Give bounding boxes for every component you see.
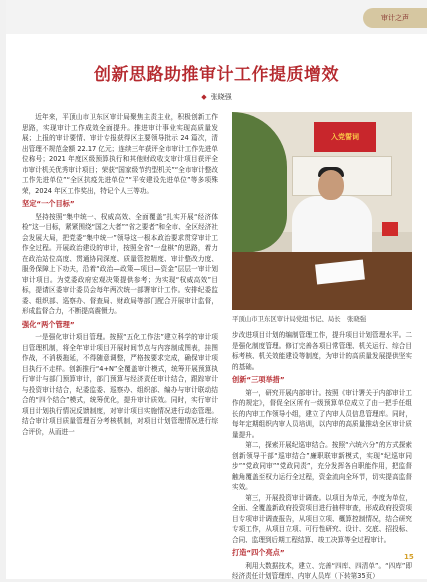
diamond-icon: ◆	[201, 93, 207, 101]
banner-text: 入党誓词	[331, 133, 359, 141]
section-heading: 创新“三项举措”	[232, 375, 285, 384]
body-paragraph: 第一，研究开展内部审计。按照《审计署关于内部审计工作的规定》，督促全区所有一级预算单位成立了由一把手任组长的内审工作领导小组，建立了内审人员信息管理库。同时，每年定期组织内审人员培训，以内审的高质量推动全区审计质量提升。	[232, 388, 412, 439]
page-number: 15	[404, 553, 414, 561]
section-heading: 强化“两个管理”	[22, 319, 75, 329]
party-banner	[314, 122, 376, 152]
body-paragraph: 一是强化审计项目管理。按照“五化工作法”建立科学的审计项目管理机制，将全年审计项目开展时间节点与内容制成图表，挂图作战，不消极拖延，不得随意调整，严格按要求完成，确保审计项目执行不走样。创新推行“4+N”全覆盖审计模式，统筹开展预算执行审计与部门预算审计，部门预算与经济责任审计结合，跟踪审计与投资审计结合，纪委监委、巡察办、组织部、编办与审计联动结合的“四个结合”模式，统筹优化，提升审计质效。同时，实行审计项目计划执行情况反馈制度，对审计项目实施情况进行动态管理。结合审计项目质量管理百分考核机制，对项目计划管理情况进行综合评价，从而进一	[22, 333, 218, 436]
article-title: 创新思路助推审计工作提质增效	[94, 65, 339, 85]
intro-paragraph: 近年来，平顶山市卫东区审计局聚焦主责主业，积极创新工作思路，实现审计工作成效全面提升。推进审计事业实现高质量发展；上报的审计要情、审计专报获得区主要领导批示 24 篇次，清出管理不规范金额 22.17 亿元；连续三年获评全市审计工作先进单位称号；2021 年度区级预算执行和其他财政收支审计项目获评全市审计机关优秀审计项目；荣获“国家级节约型机关”“全市审计整改工作先进单位”“全区抗疫先进单位”“平安建设先进单位”等多项殊荣，2024 年区工作奖出，特记个人三等功。	[22, 113, 218, 195]
page-header	[6, 0, 427, 34]
magazine-page	[6, 0, 427, 579]
left-column	[22, 112, 218, 437]
body-paragraph: 第二，探索开展纪巡审结合。按照“六统六分”的方式探索创新领导干部“巡审结合”廉职联审新模式，实现“纪巡审同步”“党政同审”“党政同责”，充分发挥各自职能作用，把监督触角覆盖至权力运行全过程，资金流向全环节，切实提高监督实效。	[232, 441, 412, 491]
photo-caption: 平顶山市卫东区审计局党组书记、局长 张晓强	[232, 315, 367, 323]
body-paragraph: 利用大数据技术，建立、完善“四库、四清单”。“四库”即经济责任计划管理库、内审人员库（下转第35页）	[232, 561, 412, 580]
author-name: 张晓强	[210, 93, 232, 101]
right-column	[232, 330, 412, 582]
author-line	[6, 92, 427, 102]
author-photo	[232, 112, 412, 310]
flag-icon	[382, 222, 398, 236]
section-heading: 打造“四个亮点”	[232, 548, 285, 557]
section-tab: 审计之声	[363, 8, 427, 28]
body-paragraph: 步改进项目计划的编制管理工作，提升项目计划管理水平。二是强化制度管理。修订完善各项日常管理、机关运行、综合目标考核、机关效能建设等制度，为审计的高质量发展提供坚实的基础。	[232, 331, 412, 371]
section-heading: 坚定“一个目标”	[22, 199, 75, 208]
body-paragraph: 第三，开展投资审计调查。以项目为单元，李度为单位，全面、全覆盖新政府投资项目进行抽样审查，形成政府投资项目专项审计调查报告，从项目立项、概算控制情况，结合研究专项工作，从项目立项、可行性研究、设计、交底、招投标、合同、监理到后期工程结算、竣工决算等全过程审计。	[232, 493, 412, 544]
person-head	[318, 170, 344, 200]
body-paragraph: 坚持按照“集中统一、权威高效、全面覆盖”扎实开展“经济体检”这一目标，紧紧围绕“国之大者”“省之要者”和全市、全区经济社会发展大局，把党委“集中统一”领导这一根本政治要求贯穿审计工作全过程。开展政治建设的审计，按照全省“一盘棋”的思路，着力在政治站位高度、贯通协同深度、质量管控精度、审计整改力度、服务保障上下功夫，沿着“政治—政策—项目—资金”层层一审计划审计项目。为党委政府宏观决策提供参考；为实现“权威高效”目标，提请区委审计委员会每年两次统一部署审计工作。安排纪委监委、组织部、巡察办、督查局、财政局等部门配合开展审计监督，形成监督合力，不断提高震慑力。	[22, 212, 218, 315]
